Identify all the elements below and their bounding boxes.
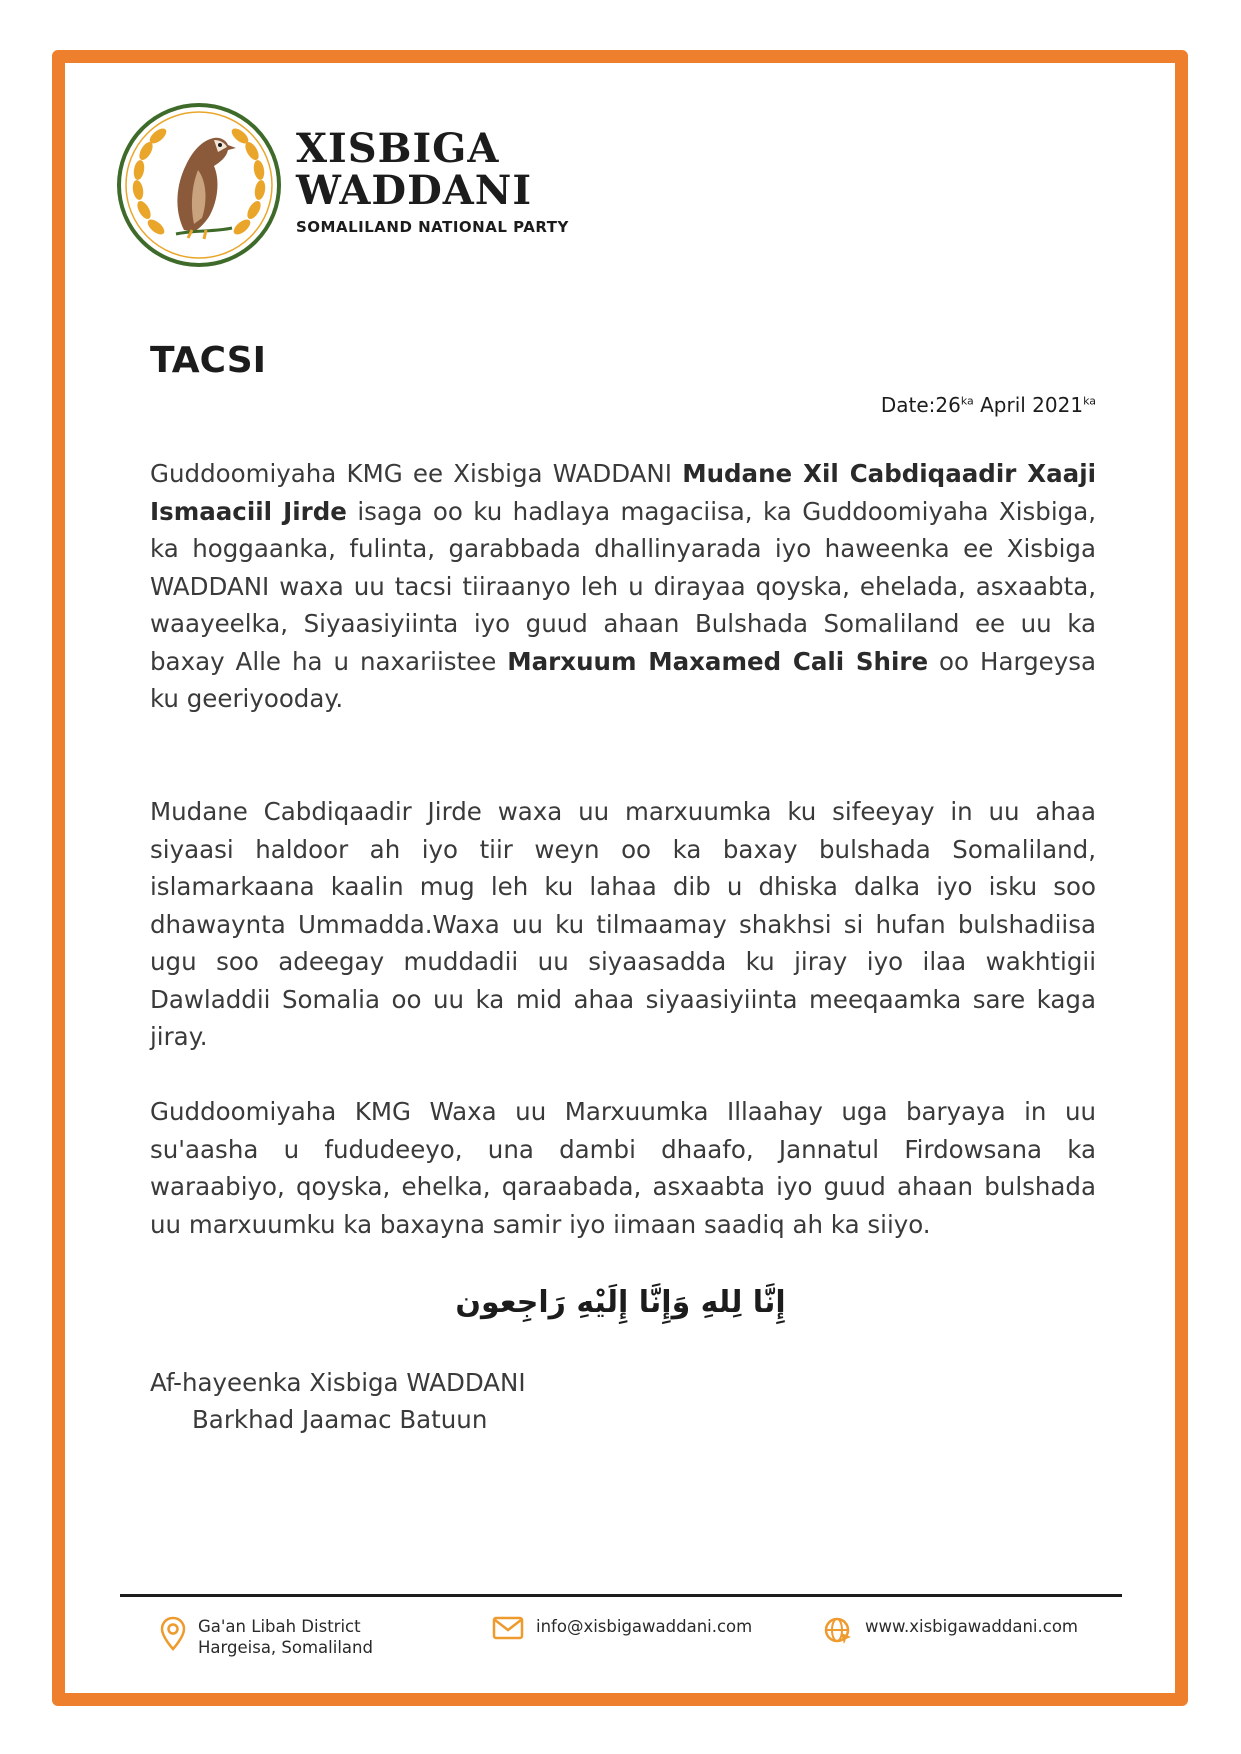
paragraph-3: Guddoomiyaha KMG Waxa uu Marxuumka Illaahay uga baryaya in uu su'aasha u fududeeyo, una dambi dhaafo, Jannatul Firdowsana ka waraabiyo, qoyska, ehelka, qaraabada, asxaabta iyo guud ahaan bulshada uu marxuumku ka baxayna samir iyo iimaan saadiq ah ka siiyo. bbox=[150, 1097, 1096, 1239]
address-line-1: Ga'an Libah District bbox=[198, 1617, 361, 1636]
party-name bbox=[296, 125, 533, 214]
location-pin-icon bbox=[160, 1616, 186, 1652]
party-name-line1: XISBIGA bbox=[296, 125, 500, 172]
address-line-2: Hargeisa, Somaliland bbox=[198, 1638, 373, 1657]
date-prefix: Date:26 bbox=[880, 393, 961, 417]
footer-email[interactable] bbox=[492, 1616, 752, 1640]
party-name-line2: WADDANI bbox=[296, 167, 533, 214]
date-suffix-2: ka bbox=[1083, 394, 1096, 408]
p1-deceased-name: Marxuum Maxamed Cali Shire bbox=[507, 646, 929, 676]
footer-address bbox=[160, 1616, 373, 1658]
website-link[interactable]: www.xisbigawaddani.com bbox=[865, 1617, 1078, 1636]
document-title: TACSI bbox=[150, 340, 267, 381]
date-suffix-1: ka bbox=[960, 394, 974, 408]
letterhead bbox=[114, 100, 814, 270]
signature-title: Af-hayeenka Xisbiga WADDANI bbox=[150, 1368, 526, 1397]
p1-intro: Guddoomiyaha KMG ee Xisbiga WADDANI bbox=[150, 459, 683, 488]
envelope-icon bbox=[492, 1616, 524, 1640]
email-link[interactable]: info@xisbigawaddani.com bbox=[536, 1617, 753, 1636]
p1-chairman-name: Mudane Xil Cabdiqaadir Xaaji Ismaaciil Jirde bbox=[150, 459, 1096, 526]
globe-cursor-icon bbox=[823, 1616, 853, 1646]
arabic-verse: إِنَّا لِلهِ وَإِنَّا إِلَيْهِ رَاجِعون bbox=[455, 1285, 786, 1320]
party-subtitle: SOMALILAND NATIONAL PARTY bbox=[296, 218, 569, 236]
paragraph-2: Mudane Cabdiqaadir Jirde waxa uu marxuumka ku sifeeyay in uu ahaa siyaasi haldoor ah iyo tiir weyn oo ka baxay bulshada Somaliland, islamarkaana kaalin mug leh ku lahaa dib u dhiska dalka iyo isku soo dhawaynta Ummadda.Waxa uu ku tilmaamay shakhsi si hufan bulshadiisa ugu soo adeegay muddadii uu siyaasadda ku jiray iyo ilaa wakhtigii Dawladdii Somalia oo uu ka mid ahaa siyaasiyiinta meeqaamka sare kaga jiray. bbox=[150, 797, 1096, 1051]
falcon-emblem-icon bbox=[114, 100, 284, 270]
document-date bbox=[881, 393, 1096, 417]
footer-divider bbox=[120, 1594, 1122, 1597]
footer-website[interactable] bbox=[823, 1616, 1078, 1646]
p1-end: oo Hargeysa ku geeriyooday. bbox=[150, 646, 1096, 713]
signature-name: Barkhad Jaamac Batuun bbox=[192, 1405, 488, 1434]
paragraph-1 bbox=[150, 455, 1096, 718]
p1-body: isaga oo ku hadlaya magaciisa, ka Guddoomiyaha Xisbiga, ka hoggaanka, fulinta, garabbada dhallinyarada iyo haweenka ee Xisbiga WADDANI waxa uu tacsi tiiraanyo leh u dirayaa qoyska, ehelada, asxaabta, waayeelka, Siyaasiyiinta iyo guud ahaan Bulshada Somaliland ee uu ka baxay Alle ha u naxariistee bbox=[150, 496, 1096, 676]
date-month-year: April 2021 bbox=[973, 393, 1084, 417]
